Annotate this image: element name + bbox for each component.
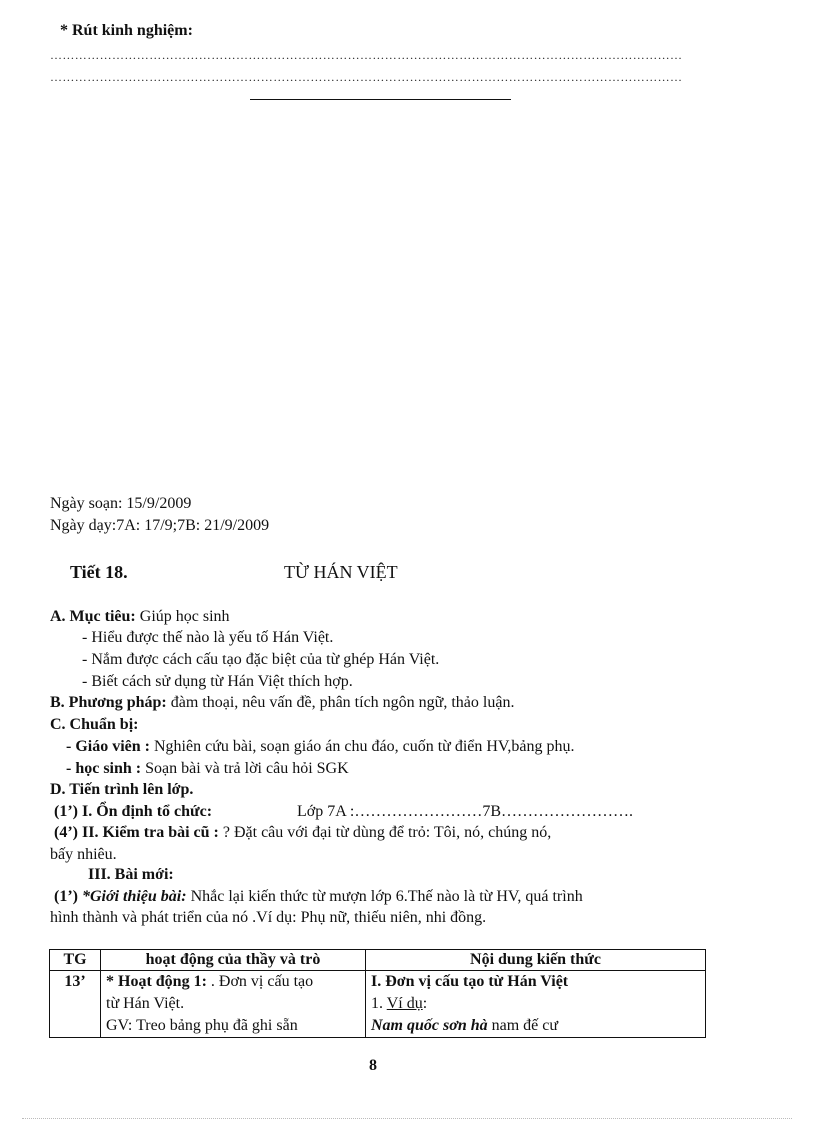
objective-item: - Nắm được cách cấu tạo đặc biệt của từ ghép Hán Việt.: [82, 651, 440, 668]
activity-text: . Đơn vị cấu tạo: [210, 973, 314, 990]
step2-label: (4’) II. Kiểm tra bài cũ :: [54, 824, 219, 841]
header-hoat-dong: hoạt động của thầy và trò: [101, 950, 366, 971]
dotted-line-1: ………………………………………………………………………………………………………………………………………: [50, 48, 683, 62]
intro-line: [54, 887, 583, 907]
header-noi-dung: Nội dung kiến thức: [366, 950, 706, 971]
table-header-row: [50, 950, 706, 971]
section-b: [50, 693, 514, 713]
section-d-label: D. Tiến trình lên lớp.: [50, 781, 194, 798]
content-heading: I. Đơn vị cấu tạo từ Hán Việt: [371, 973, 569, 990]
example-number: 1.: [371, 995, 387, 1012]
prep-student: [66, 759, 349, 779]
section-a: [50, 607, 230, 627]
section-c-label: C. Chuẩn bị:: [50, 716, 139, 733]
prep-teacher-label: - Giáo viên :: [66, 738, 150, 755]
objective-item: - Biết cách sử dụng từ Hán Việt thích hợp.: [82, 673, 353, 690]
dotted-line-2: ………………………………………………………………………………………………………………………………………: [50, 70, 683, 84]
prep-student-text: Soạn bài và trả lời câu hỏi SGK: [141, 760, 349, 777]
prep-teacher: [66, 737, 575, 757]
intro-text: Nhắc lại kiến thức từ mượn lớp 6.Thế nào là từ HV, quá trình: [186, 888, 583, 905]
intro-continuation: hình thành và phát triển của nó .Ví dụ: Phụ nữ, thiếu niên, nhi đồng.: [50, 909, 487, 926]
section-b-label: B. Phương pháp:: [50, 694, 167, 711]
step2: [54, 823, 551, 843]
activity-line-2: từ Hán Việt.: [106, 995, 185, 1012]
section-b-text: đàm thoại, nêu vấn đề, phân tích ngôn ngữ, thảo luận.: [166, 694, 515, 711]
poem-title: Nam quốc sơn hà: [371, 1017, 488, 1034]
lesson-table: [49, 949, 706, 1038]
row-time: 13’: [50, 971, 101, 1038]
page-number: 8: [369, 1057, 377, 1074]
lesson-title: TỪ HÁN VIỆT: [284, 562, 398, 582]
content-example: [371, 993, 700, 1015]
activity-line-1: [106, 971, 360, 993]
section-a-label: A. Mục tiêu:: [50, 608, 136, 625]
objective-item: - Hiểu được thế nào là yếu tố Hán Việt.: [82, 629, 334, 646]
poem-rest: nam đế cư: [487, 1017, 559, 1034]
prep-teacher-text: Nghiên cứu bài, soạn giáo án chu đáo, cuốn từ điển HV,bảng phụ.: [150, 738, 575, 755]
ngay-day: Ngày dạy:7A: 17/9;7B: 21/9/2009: [50, 517, 270, 534]
step2-continuation: bấy nhiêu.: [50, 846, 117, 863]
table-row: [50, 971, 706, 1038]
section-divider: [250, 99, 511, 100]
example-label: Ví dụ: [386, 995, 423, 1012]
ngay-soan: Ngày soạn: 15/9/2009: [50, 495, 192, 512]
step1-label: (1’) I. Ổn định tổ chức:: [54, 803, 213, 820]
lesson-period: Tiết 18.: [70, 562, 128, 582]
page-bottom-border: [22, 1118, 792, 1119]
intro-time: (1’): [54, 888, 78, 905]
activity-label: * Hoạt động 1:: [106, 973, 211, 990]
prep-student-label: - học sinh :: [66, 760, 142, 777]
row-activity: [101, 971, 366, 1038]
rut-kinh-nghiem-heading: * Rút kinh nghiệm:: [60, 22, 193, 39]
activity-line-3: GV: Treo bảng phụ đã ghi sẵn: [106, 1017, 298, 1034]
intro-label: *Giới thiệu bài:: [77, 888, 187, 905]
row-content: [366, 971, 706, 1038]
step3-label: III. Bài mới:: [88, 866, 174, 883]
section-a-text: Giúp học sinh: [135, 608, 230, 625]
step2-text: ? Đặt câu với đại từ dùng để trỏ: Tôi, nó, chúng nó,: [218, 824, 552, 841]
example-colon: :: [422, 995, 428, 1012]
content-poem: [371, 1015, 700, 1037]
step1-text: Lớp 7A :……………………7B…………………….: [297, 803, 634, 820]
header-tg: TG: [50, 950, 101, 971]
